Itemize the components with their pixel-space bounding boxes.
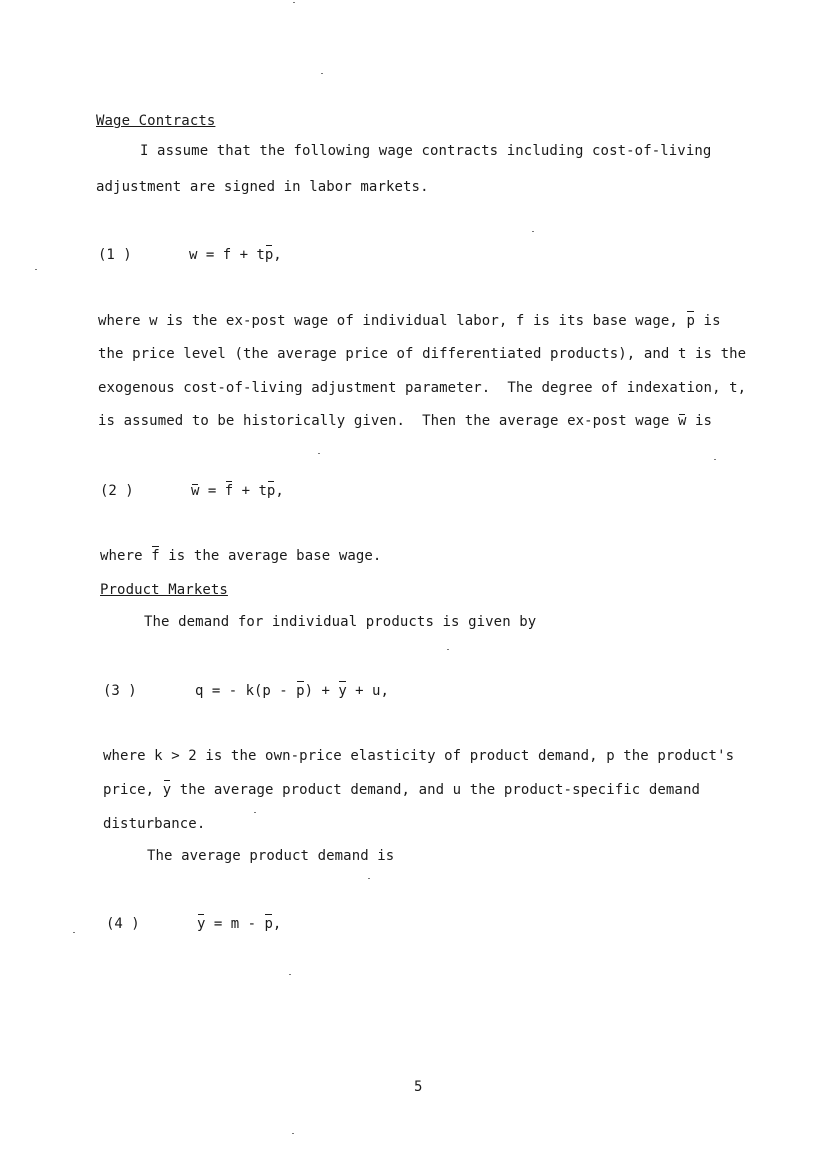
- equation-1-number: (1 ): [98, 247, 132, 263]
- product-intro: The demand for individual products is given by: [144, 614, 537, 630]
- scan-speck: [447, 649, 449, 650]
- scan-speck: [368, 878, 370, 879]
- scan-speck: [321, 73, 323, 74]
- para1-wbar: w: [677, 413, 687, 429]
- scan-speck: [532, 231, 534, 232]
- equation-4-number: (4 ): [106, 916, 140, 932]
- equation-2-fbar: f: [224, 483, 234, 499]
- equation-4-mid: = m -: [205, 916, 265, 932]
- intro-line-1: I assume that the following wage contracts including cost-of-living: [140, 143, 712, 159]
- equation-3-part-b: ) +: [304, 683, 339, 699]
- para1-pbar: p: [686, 313, 696, 329]
- intro-line-2: adjustment are signed in labor markets.: [96, 179, 429, 195]
- scan-speck: [293, 2, 295, 3]
- equation-3: [195, 682, 389, 700]
- page-number: 5: [414, 1079, 423, 1095]
- para2-line-3: disturbance.: [103, 816, 206, 832]
- equation-4-end: ,: [272, 916, 282, 932]
- equation-1-lhs: w = f + t: [189, 247, 265, 263]
- equation-3-part-a: q = - k(p -: [195, 683, 297, 699]
- equation-2-wbar: w: [191, 483, 200, 499]
- equation-2-number: (2 ): [100, 483, 134, 499]
- equation-4-pbar: p: [264, 916, 273, 932]
- section-heading-product-markets: Product Markets: [100, 582, 228, 598]
- equation-3-part-c: + u,: [346, 683, 389, 699]
- where-f-line: [100, 547, 381, 565]
- where-fbar: f: [151, 548, 160, 564]
- para2-line-2: [103, 781, 700, 799]
- scan-speck: [318, 453, 320, 454]
- where-f-pre: where: [100, 548, 152, 564]
- equation-3-number: (3 ): [103, 683, 137, 699]
- equation-2-equals: =: [199, 483, 225, 499]
- scan-speck: [73, 932, 75, 933]
- para1-line-3: exogenous cost-of-living adjustment parameter. The degree of indexation, t,: [98, 380, 747, 396]
- para2-ybar: y: [162, 782, 172, 798]
- para1-line-4-text: is assumed to be historically given. Then the average ex-post wage: [98, 413, 678, 429]
- equation-1-pbar: p: [264, 247, 274, 263]
- para1-line-1-text: where w is the ex-post wage of individual labor, f is its base wage,: [98, 313, 687, 329]
- section-heading-wage-contracts: Wage Contracts: [96, 113, 216, 129]
- scan-speck: [35, 269, 37, 270]
- equation-1-end: ,: [273, 247, 282, 263]
- para2-line-2-pre: price,: [103, 782, 163, 798]
- where-f-post: is the average base wage.: [159, 548, 382, 564]
- para2-line-2-post: the average product demand, and u the product-specific demand: [171, 782, 701, 798]
- equation-2: [191, 482, 284, 500]
- average-demand-intro: The average product demand is: [147, 848, 395, 864]
- para2-line-1: where k > 2 is the own-price elasticity of product demand, p the product's: [103, 748, 735, 764]
- equation-4-ybar: y: [197, 916, 206, 932]
- scan-speck: [292, 1133, 294, 1134]
- equation-2-plus: + t: [233, 483, 267, 499]
- para1-line-2: the price level (the average price of differentiated products), and t is the: [98, 346, 747, 362]
- equation-2-end: ,: [275, 483, 284, 499]
- para1-line-1: [98, 312, 721, 330]
- scan-speck: [254, 812, 256, 813]
- scan-speck: [714, 459, 716, 460]
- equation-1: [189, 246, 282, 264]
- para1-line-4: [98, 412, 712, 430]
- para1-line-1-end: is: [695, 313, 721, 329]
- equation-3-pbar: p: [296, 683, 305, 699]
- scan-speck: [289, 974, 291, 975]
- equation-2-pbar: p: [266, 483, 276, 499]
- para1-line-4-end: is: [686, 413, 713, 429]
- equation-4: [197, 915, 281, 933]
- equation-3-ybar: y: [338, 683, 347, 699]
